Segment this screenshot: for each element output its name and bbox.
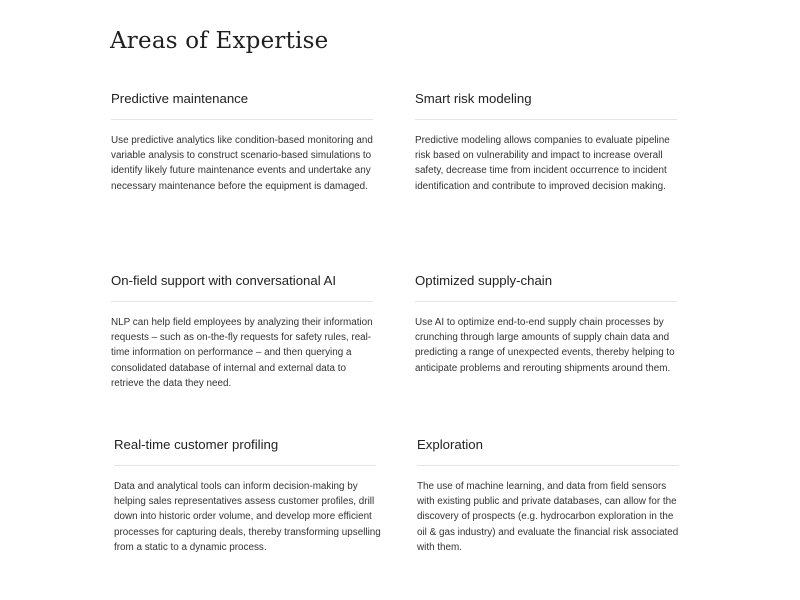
card-title: Smart risk modeling [415,91,532,106]
expertise-card-on-field-support [111,272,373,389]
expertise-card-smart-risk-modeling [415,90,677,192]
card-divider [111,301,373,302]
expertise-card-exploration [417,436,679,553]
card-title: Real-time customer profiling [114,437,279,452]
card-divider [111,119,373,120]
card-title: Optimized supply-chain [415,273,553,288]
card-body: The use of machine learning, and data from field sensors with existing public and private databases, can allow for the discovery of prospects (e.g. hydrocarbon exploration in the oil & gas industry) and evaluate the financial risk associated with them. [417,481,679,553]
card-title: Exploration [417,437,483,452]
card-title: On-field support with conversational AI [111,273,337,288]
card-body: Data and analytical tools can inform decision-making by helping sales representatives assess customer profiles, drill down into historic order volume, and develop more efficient processes for capturing deals, thereby transforming upselling from a static to a dynamic process. [114,481,381,553]
card-body: Use predictive analytics like condition-based monitoring and variable analysis to construct scenario-based simulations to identify likely future maintenance events and undertake any necessary maintenance before the equipment is damaged. [111,135,373,192]
expertise-card-predictive-maintenance [111,90,373,192]
card-body: NLP can help field employees by analyzing their information requests – such as on-the-fly requests for safety rules, real-time information on performance – and then querying a consolidated database of internal and external data to retrieve the data they need. [111,317,373,389]
expertise-card-optimized-supply-chain [415,272,677,374]
card-body: Predictive modeling allows companies to evaluate pipeline risk based on vulnerability and impact to increase overall safety, decrease time from incident occurrence to incident identification and contribute to improved decision making. [415,135,670,192]
card-divider [417,465,679,466]
card-divider [114,465,376,466]
card-title: Predictive maintenance [111,91,249,106]
expertise-card-customer-profiling [114,436,381,553]
page-title: Areas of Expertise [110,28,329,54]
card-divider [415,119,677,120]
card-body: Use AI to optimize end-to-end supply chain processes by crunching through large amounts of supply chain data and predicting a range of unexpected events, thereby helping to anticipate problems and rerouting shipments around them. [415,317,675,374]
card-divider [415,301,677,302]
